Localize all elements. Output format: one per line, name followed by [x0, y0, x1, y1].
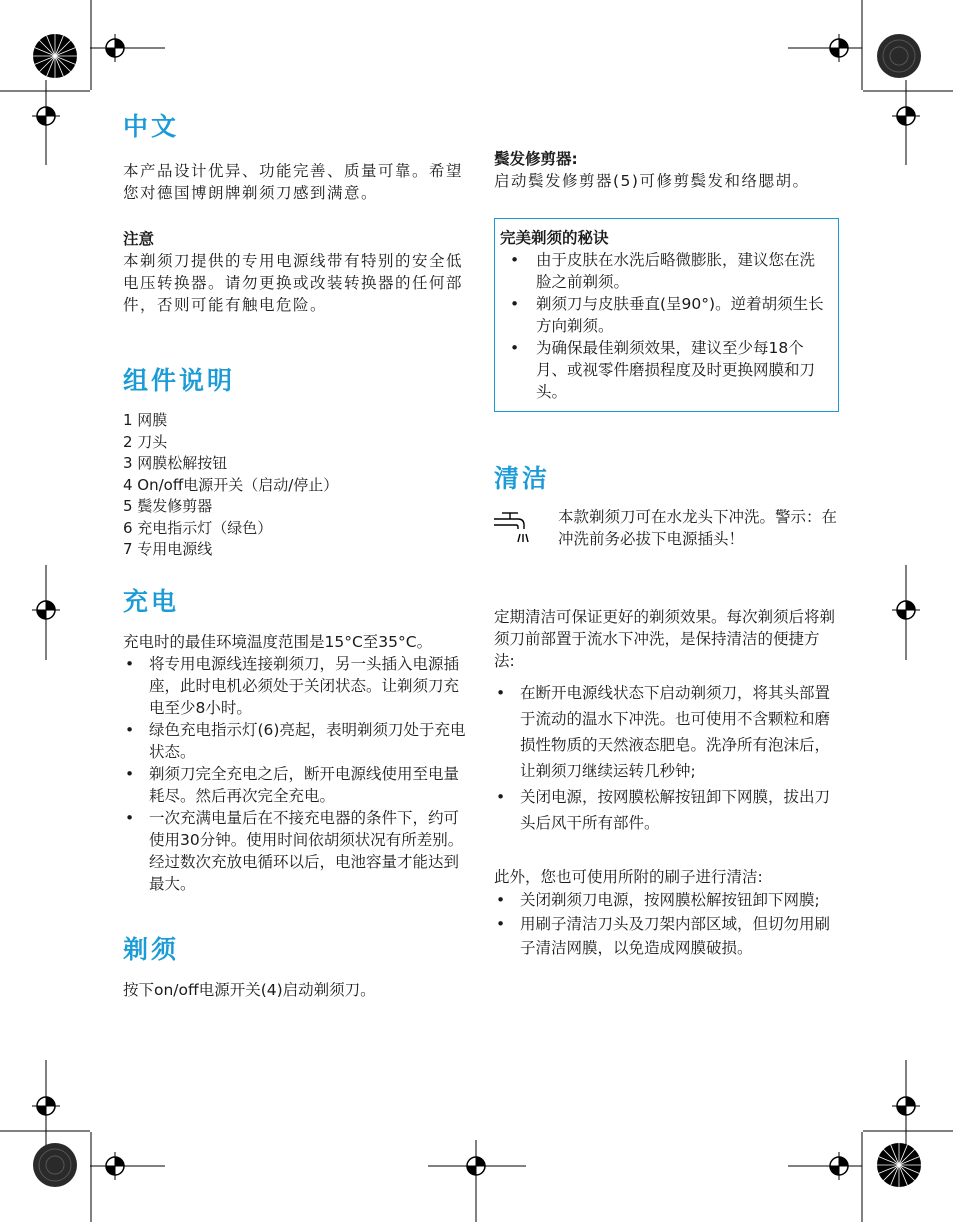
bullet: • [496, 915, 506, 933]
component-item: 6 充电指示灯（绿色） [123, 518, 273, 537]
section-title-shaving: 剃须 [123, 934, 180, 964]
registration-mark-icon [101, 34, 129, 62]
trimmer-text: 启动鬓发修剪器(5)可修剪鬓发和络腮胡。 [494, 172, 810, 190]
trimmer-heading: 鬓发修剪器: [494, 150, 578, 168]
list-item: • 在断开电源线状态下启动剃须刀，将其头部置于流动的温水下冲洗。也可使用不含颗粒和磨损性物质的天然液态肥皂。洗净所有泡沫后，让剃须刀继续运转几秒钟; [494, 680, 839, 784]
component-item: 1 网膜 [123, 411, 168, 429]
cleaning-warning [494, 506, 839, 576]
intro-text: 本产品设计优异、功能完善、质量可靠。希望您对德国博朗牌剃须刀感到满意。 [123, 162, 464, 202]
list-item: • 关闭剃须刀电源，按网膜松解按钮卸下网膜; [494, 888, 839, 912]
bullet: • [125, 808, 135, 827]
brush-list [494, 888, 839, 960]
registration-mark-icon [32, 102, 60, 130]
registration-mark-icon [32, 1092, 60, 1120]
list-item: • 将专用电源线连接剃须刀，另一头插入电源插座，此时电机必须处于关闭状态。让剃须刀充电至少8小时。 [125, 654, 460, 717]
left-column [123, 112, 468, 1001]
bullet: • [510, 339, 520, 357]
bullet: • [496, 788, 506, 806]
bullet: • [510, 251, 520, 269]
cleaning-list [494, 680, 839, 836]
section-title-charging: 充电 [123, 586, 180, 616]
charging-intro: 充电时的最佳环境温度范围是15°C至35°C。 [123, 632, 433, 651]
bullet: • [496, 684, 506, 702]
faucet-icon [492, 508, 542, 552]
registration-mark-icon [825, 1152, 853, 1180]
cleaning-intro: 定期清洁可保证更好的剃须效果。每次剃须后将剃须刀前部置于流水下冲洗，是保持清洁的便捷方法: [494, 608, 836, 670]
section-title-chinese: 中文 [123, 112, 180, 141]
registration-mark-icon [462, 1152, 490, 1180]
list-item: • 用刷子清洁刀头及刀架内部区域，但切勿用刷子清洁网膜，以免造成网膜破损。 [494, 912, 839, 960]
list-item: • 剃须刀与皮肤垂直(呈90°)。逆着胡须生长方向剃须。 [510, 295, 824, 335]
component-item: 4 On/off电源开关（启动/停止） [123, 475, 339, 494]
list-item: • 由于皮肤在水洗后略微膨胀，建议您在洗脸之前剃须。 [510, 251, 816, 291]
shaving-text: 按下on/off电源开关(4)启动剃须刀。 [123, 980, 376, 999]
component-item: 3 网膜松解按钮 [123, 454, 228, 472]
color-calibration-disc-icon [876, 1142, 922, 1188]
list-item: • 关闭电源，按网膜松解按钮卸下网膜，拔出刀头后风干所有部件。 [494, 784, 839, 836]
registration-mark-icon [892, 596, 920, 624]
attention-heading: 注意 [123, 230, 155, 248]
charging-list [123, 653, 468, 895]
right-column [494, 148, 839, 960]
component-item: 7 专用电源线 [123, 540, 213, 558]
bullet: • [510, 295, 520, 313]
section-title-components: 组件说明 [123, 366, 236, 395]
registration-mark-icon [892, 1092, 920, 1120]
list-item: • 一次充满电量后在不接充电器的条件下，约可使用30分钟。使用时间依胡须状况有所差别。经过数次充放电循环以后，电池容量才能达到最大。 [125, 808, 464, 893]
list-item: • 为确保最佳剃须效果，建议至少每18个月、或视零件磨损程度及时更换网膜和刀头。 [510, 339, 816, 401]
bullet: • [125, 654, 135, 673]
component-item: 5 鬓发修剪器 [123, 497, 213, 515]
registration-mark-icon [32, 596, 60, 624]
brush-intro: 此外，您也可使用所附的刷子进行清洁: [494, 868, 763, 886]
registration-mark-icon [892, 102, 920, 130]
tips-list [500, 249, 828, 403]
bullet: • [496, 891, 506, 909]
components-list [123, 410, 468, 561]
list-item: • 绿色充电指示灯(6)亮起，表明剃须刀处于充电状态。 [125, 720, 466, 761]
list-item: • 剃须刀完全充电之后，断开电源线使用至电量耗尽。然后再次完全充电。 [125, 764, 460, 805]
color-calibration-disc-icon [876, 33, 922, 79]
tips-box [494, 218, 839, 412]
cleaning-warning-text: 本款剃须刀可在水龙头下冲洗。警示：在冲洗前务必拔下电源插头！ [558, 508, 838, 548]
bullet: • [125, 720, 135, 739]
color-calibration-disc-icon [32, 33, 78, 79]
tips-heading: 完美剃须的秘诀 [500, 229, 609, 247]
registration-mark-icon [825, 34, 853, 62]
bullet: • [125, 764, 135, 783]
registration-mark-icon [101, 1152, 129, 1180]
attention-text: 本剃须刀提供的专用电源线带有特别的安全低电压转换器。请勿更换或改装转换器的任何部件，否则可能有触电危险。 [123, 252, 464, 314]
color-calibration-disc-icon [32, 1142, 78, 1188]
component-item: 2 刀头 [123, 432, 168, 451]
section-title-cleaning: 清洁 [494, 464, 551, 493]
